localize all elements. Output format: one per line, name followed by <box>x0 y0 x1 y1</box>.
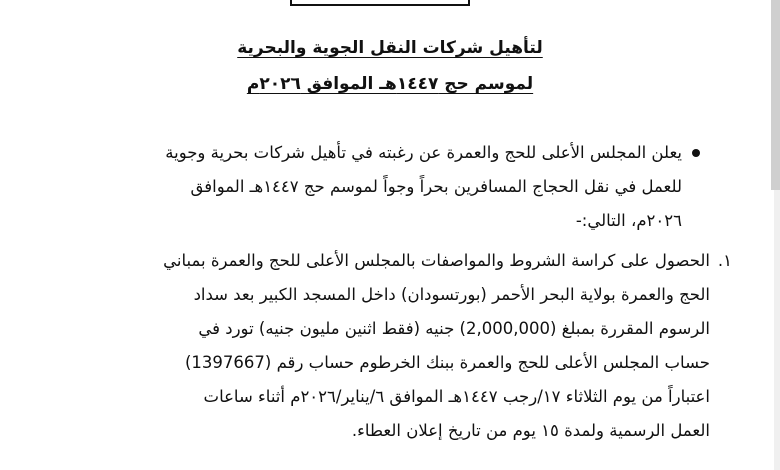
intro-paragraph <box>62 136 682 238</box>
item-1-line: الحصول على كراسة الشروط والمواصفات بالمجلس الأعلى للحج والعمرة بمباني <box>163 251 710 270</box>
page-edge-shadow-lower <box>774 190 780 470</box>
item-1-line: حساب المجلس الأعلى للحج والعمرة ببنك الخرطوم حساب رقم (1397667) <box>184 353 710 372</box>
item-1-line: العمل الرسمية ولمدة ١٥ يوم من تاريخ إعلان العطاء. <box>351 421 710 440</box>
header-box-edge <box>290 0 470 6</box>
item-1-line: اعتباراً من يوم الثلاثاء ١٧/رجب ١٤٤٧هـ الموافق ٦/يناير/٢٠٢٦م أثناء ساعات <box>203 387 710 406</box>
heading-line-1: لتأهيل شركات النقل الجوية والبحرية <box>237 38 543 58</box>
bullet-icon <box>692 149 700 157</box>
intro-line: يعلن المجلس الأعلى للحج والعمرة عن رغبته في تأهيل شركات بحرية وجوية <box>165 143 682 162</box>
item-1-number: ١. <box>717 251 732 270</box>
intro-line: ٢٠٢٦م، التالي:- <box>575 211 682 230</box>
heading-line-2: لموسم حج ١٤٤٧هـ الموافق ٢٠٢٦م <box>246 74 534 94</box>
intro-line: للعمل في نقل الحجاج المسافرين بحراً وجواً لموسم حج ١٤٤٧هـ الموافق <box>190 177 682 196</box>
item-1-line: الحج والعمرة بولاية البحر الأحمر (بورتسودان) داخل المسجد الكبير بعد سداد <box>193 285 710 304</box>
item-1-paragraph <box>62 244 710 448</box>
item-1-line: الرسوم المقررة بمبلغ (2,000,000) جنيه (فقط اثنين مليون جنيه) تورد في <box>198 319 710 338</box>
page-edge-shadow <box>771 0 780 190</box>
